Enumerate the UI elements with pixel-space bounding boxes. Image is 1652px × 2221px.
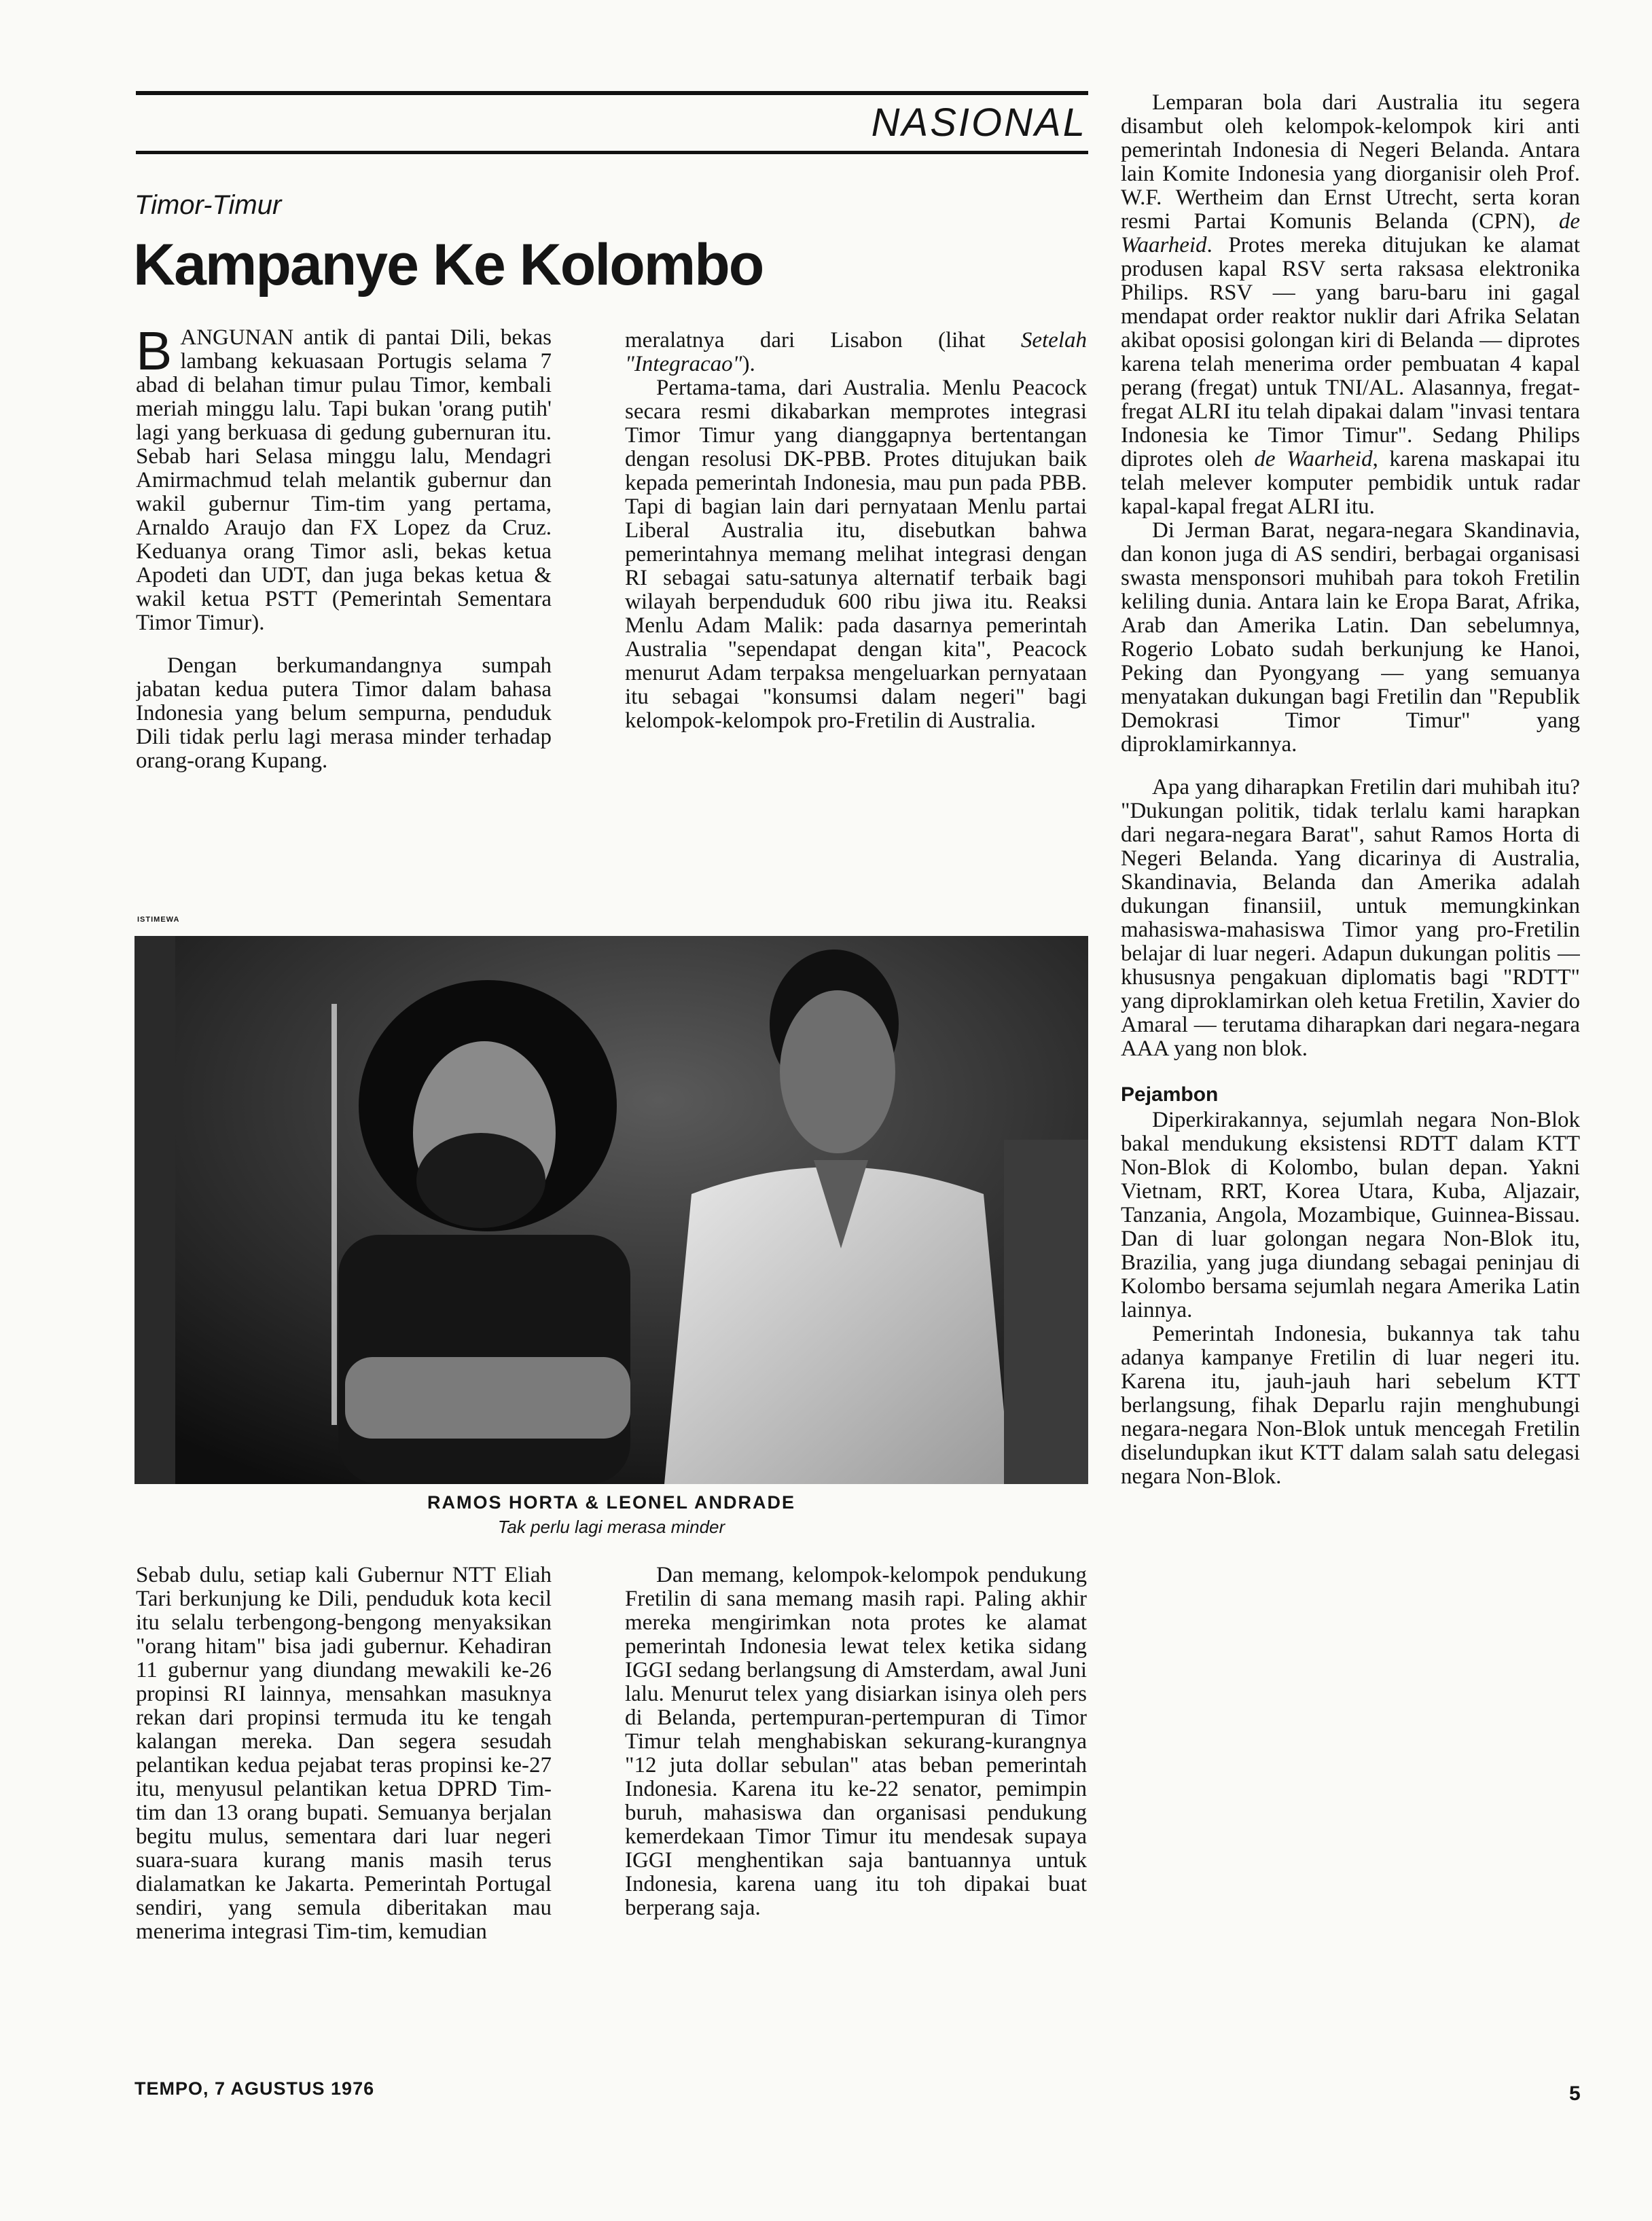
header-rule-bottom <box>136 151 1088 154</box>
photo-caption-subtitle: Tak perlu lagi merasa minder <box>497 1517 725 1537</box>
article-photo <box>134 936 1088 1484</box>
text-run: . Protes mereka ditujukan ke alamat produsen kapal RSV serta raksasa elektronika Philips. RSV — yang baru-baru ini gagal mendapat order reaktor nuklir dari Afrika Selatan akibat oposisi golongan kiri di Belanda — diprotes karena telah menerima order pembuatan 4 kapal perang (fregat) untuk TNI/AL. Alasannya, fregat-fregat ALRI itu telah dipakai dalam "invasi tentara Indonesia ke Timor Timur". Sedang Philips diprotes oleh <box>1121 233 1580 471</box>
text-run: Lemparan bola dari Australia itu segera disambut oleh kelompok-kelompok kiri anti pemerintah Indonesia di Negeri Belanda. Antara lain Komite Indonesia yang diorganisir oleh Prof. W.F. Wertheim dan Ernst Utrecht, serta koran resmi Partai Komunis Belanda (CPN), <box>1121 91 1580 234</box>
article-headline: Kampanye Ke Kolombo <box>133 232 764 297</box>
section-label: NASIONAL <box>871 101 1087 145</box>
photo-illustration <box>134 936 1088 1484</box>
cross-reference: Setelah "Integracao" <box>625 329 1087 376</box>
photo-credit: ISTIMEWA <box>137 916 180 924</box>
drop-cap: B <box>136 326 173 381</box>
paragraph: Pemerintah Indonesia, bukannya tak tahu adanya kampanye Fretilin di luar negeri itu. Karena itu, jauh-jauh hari sebelum KTT berlangsung, fihak Deparlu rajin menghubungi negara-negara Non-Blok untuk mencegah Fretilin diselundupkan ikut KTT dalam salah satu delegasi negara Non-Blok. <box>1121 1322 1580 1489</box>
paragraph: Dengan berkumandangnya sumpah jabatan kedua putera Timor dalam bahasa Indonesia yang belum sempurna, penduduk Dili tidak perlu lagi merasa minder terhadap orang-orang Kupang. <box>136 653 552 773</box>
text-run: ). <box>742 352 755 376</box>
text-run: meralatnya dari Lisabon (lihat <box>625 329 1021 353</box>
paragraph: Sebab dulu, setiap kali Gubernur NTT Eliah Tari berkunjung ke Dili, penduduk kota kecil itu selalu terbengong-bengong menyaksikan "orang hitam" bisa jadi gubernur. Kehadiran 11 gubernur yang diundang mewakili ke-26 propinsi RI lainnya, mensahkan masuknya rekan dari propinsi termuda itu ke tengah kalangan mereka. Dan segera sesudah pelantikan kedua pejabat teras propinsi ke-27 itu, menyusul pelantikan ketua DPRD Tim-tim dan 13 orang bupati. Semuanya berjalan begitu mulus, sementara dari luar negeri suara-suara kurang manis masih terus dialamatkan ke Jakarta. Pemerintah Portugal sendiri, yang semula diberitakan mau menerima integrasi Tim-tim, kemudian <box>136 1564 552 1944</box>
paragraph: Diperkirakannya, sejumlah negara Non-Blok bakal mendukung eksistensi RDTT dalam KTT Non-Blok di Kolombo, bulan depan. Yakni Vietnam, RRT, Korea Utara, Kuba, Aljazair, Tanzania, Angola, Mozambique, Guinnea-Bissau. Dan di luar golongan negara Non-Blok itu, Brazilia, yang juga diundang sebagai peninjau di Kolombo bersama sejumlah negara Amerika Latin lainnya. <box>1121 1108 1580 1322</box>
column-1-top <box>136 326 552 911</box>
header-rule-top <box>136 91 1088 95</box>
newspaper-name: de Waarheid <box>1121 209 1580 257</box>
page-number: 5 <box>1569 2082 1581 2105</box>
text-run: , karena maskapai itu telah melever komputer pembidik untuk radar kapal-kapal fregat ALRI itu. <box>1121 447 1580 519</box>
paragraph: Pertama-tama, dari Australia. Menlu Peacock secara resmi dikabarkan memprotes integrasi Timor Timur yang dianggapnya bertentangan dengan resolusi DK-PBB. Protes ditujukan baik kepada pemerintah Indonesia, mau pun pada PBB. Tapi di bagian lain dari pernyataan Menlu partai Liberal Australia itu, disebutkan bahwa pemerintahnya memang melihat integrasi dengan RI sebagai satu-satunya alternatif terbaik bagi wilayah berpenduduk 600 ribu jiwa itu. Reaksi Menlu Adam Malik: pada dasarnya pemerintah Australia "sependapat dengan kita", Peacock menurut Adam terpaksa mengeluarkan pernyataan itu sebagai "konsumsi dalam negeri" bagi kelompok-kelompok pro-Fretilin di Australia. <box>625 376 1087 733</box>
newspaper-name: de Waarheid <box>1254 447 1373 471</box>
lead-paragraph: ANGUNAN antik di pantai Dili, bekas lambang kekuasaan Portugis selama 7 abad di belahan timur pulau Timor, kembali meriah minggu lalu. Tapi bukan 'orang putih' lagi yang berkuasa di gedung gubernuran itu. Sebab hari Selasa minggu lalu, Mendagri Amirmachmud telah melantik gubernur dan wakil gubernur Tim-tim yang pertama, Arnaldo Araujo dan FX Lopez da Cruz. Keduanya orang Timor asli, bekas ketua Apodeti dan UDT, dan juga bekas ketua & wakil ketua PSTT (Pemerintah Sementara Timor Timur). <box>136 326 552 635</box>
photo-caption-names: RAMOS HORTA & LEONEL ANDRADE <box>427 1492 795 1513</box>
column-2-bottom <box>625 1564 1087 2059</box>
subheading: Pejambon <box>1121 1083 1219 1106</box>
column-1-bottom <box>136 1564 552 2059</box>
paragraph: Dan memang, kelompok-kelompok pendukung Fretilin di sana memang masih rapi. Paling akhir mereka mengirimkan nota protes ke alamat pemerintah Indonesia lewat telex ketika sidang IGGI sedang berlangsung di Amsterdam, awal Juni lalu. Menurut telex yang disiarkan isinya oleh pers di Belanda, pertempuran-pertempuran di Timor Timur telah menghabiskan sekurang-kurangnya "12 juta dollar sebulan" atas beban pemerintah Indonesia. Karena itu ke-22 senator, pemimpin buruh, mahasiswa dan organisasi pendukung kemerdekaan Timor Timur itu mendesak supaya IGGI menghentikan saja bantuannya untuk Indonesia, karena uang itu toh dipakai buat berperang saja. <box>625 1564 1087 1920</box>
column-3 <box>1121 91 1580 2061</box>
column-2-top <box>625 329 1087 914</box>
issue-footer: TEMPO, 7 AGUSTUS 1976 <box>134 2078 375 2099</box>
article-kicker: Timor-Timur <box>134 190 282 220</box>
paragraph: Di Jerman Barat, negara-negara Skandinavia, dan konon juga di AS sendiri, berbagai organisasi swasta mensponsori muhibah para tokoh Fretilin keliling dunia. Antara lain ke Eropa Barat, Afrika, Arab dan Amerika Latin. Dan sebelumnya, Rogerio Lobato sudah berkunjung ke Hanoi, Peking dan Pyongyang — yang semuanya menyatakan dukungan bagi Fretilin dan "Republik Demokrasi Timor Timur" yang diproklamirkannya. <box>1121 518 1580 757</box>
paragraph: Apa yang diharapkan Fretilin dari muhibah itu? "Dukungan politik, tidak terlalu kami harapkan dari negara-negara Barat", sahut Ramos Horta di Negeri Belanda. Yang dicarinya di Australia, Skandinavia, Belanda dan Amerika adalah dukungan finansiil, untuk memungkinkan mahasiswa-mahasiswa Timor yang pro-Fretilin belajar di luar negeri. Adapun dukungan politis — khususnya pengakuan diplomatis bagi "RDTT" yang diproklamirkan oleh ketua Fretilin, Xavier do Amaral — terutama diharapkan dari negara-negara AAA yang non blok. <box>1121 775 1580 1061</box>
